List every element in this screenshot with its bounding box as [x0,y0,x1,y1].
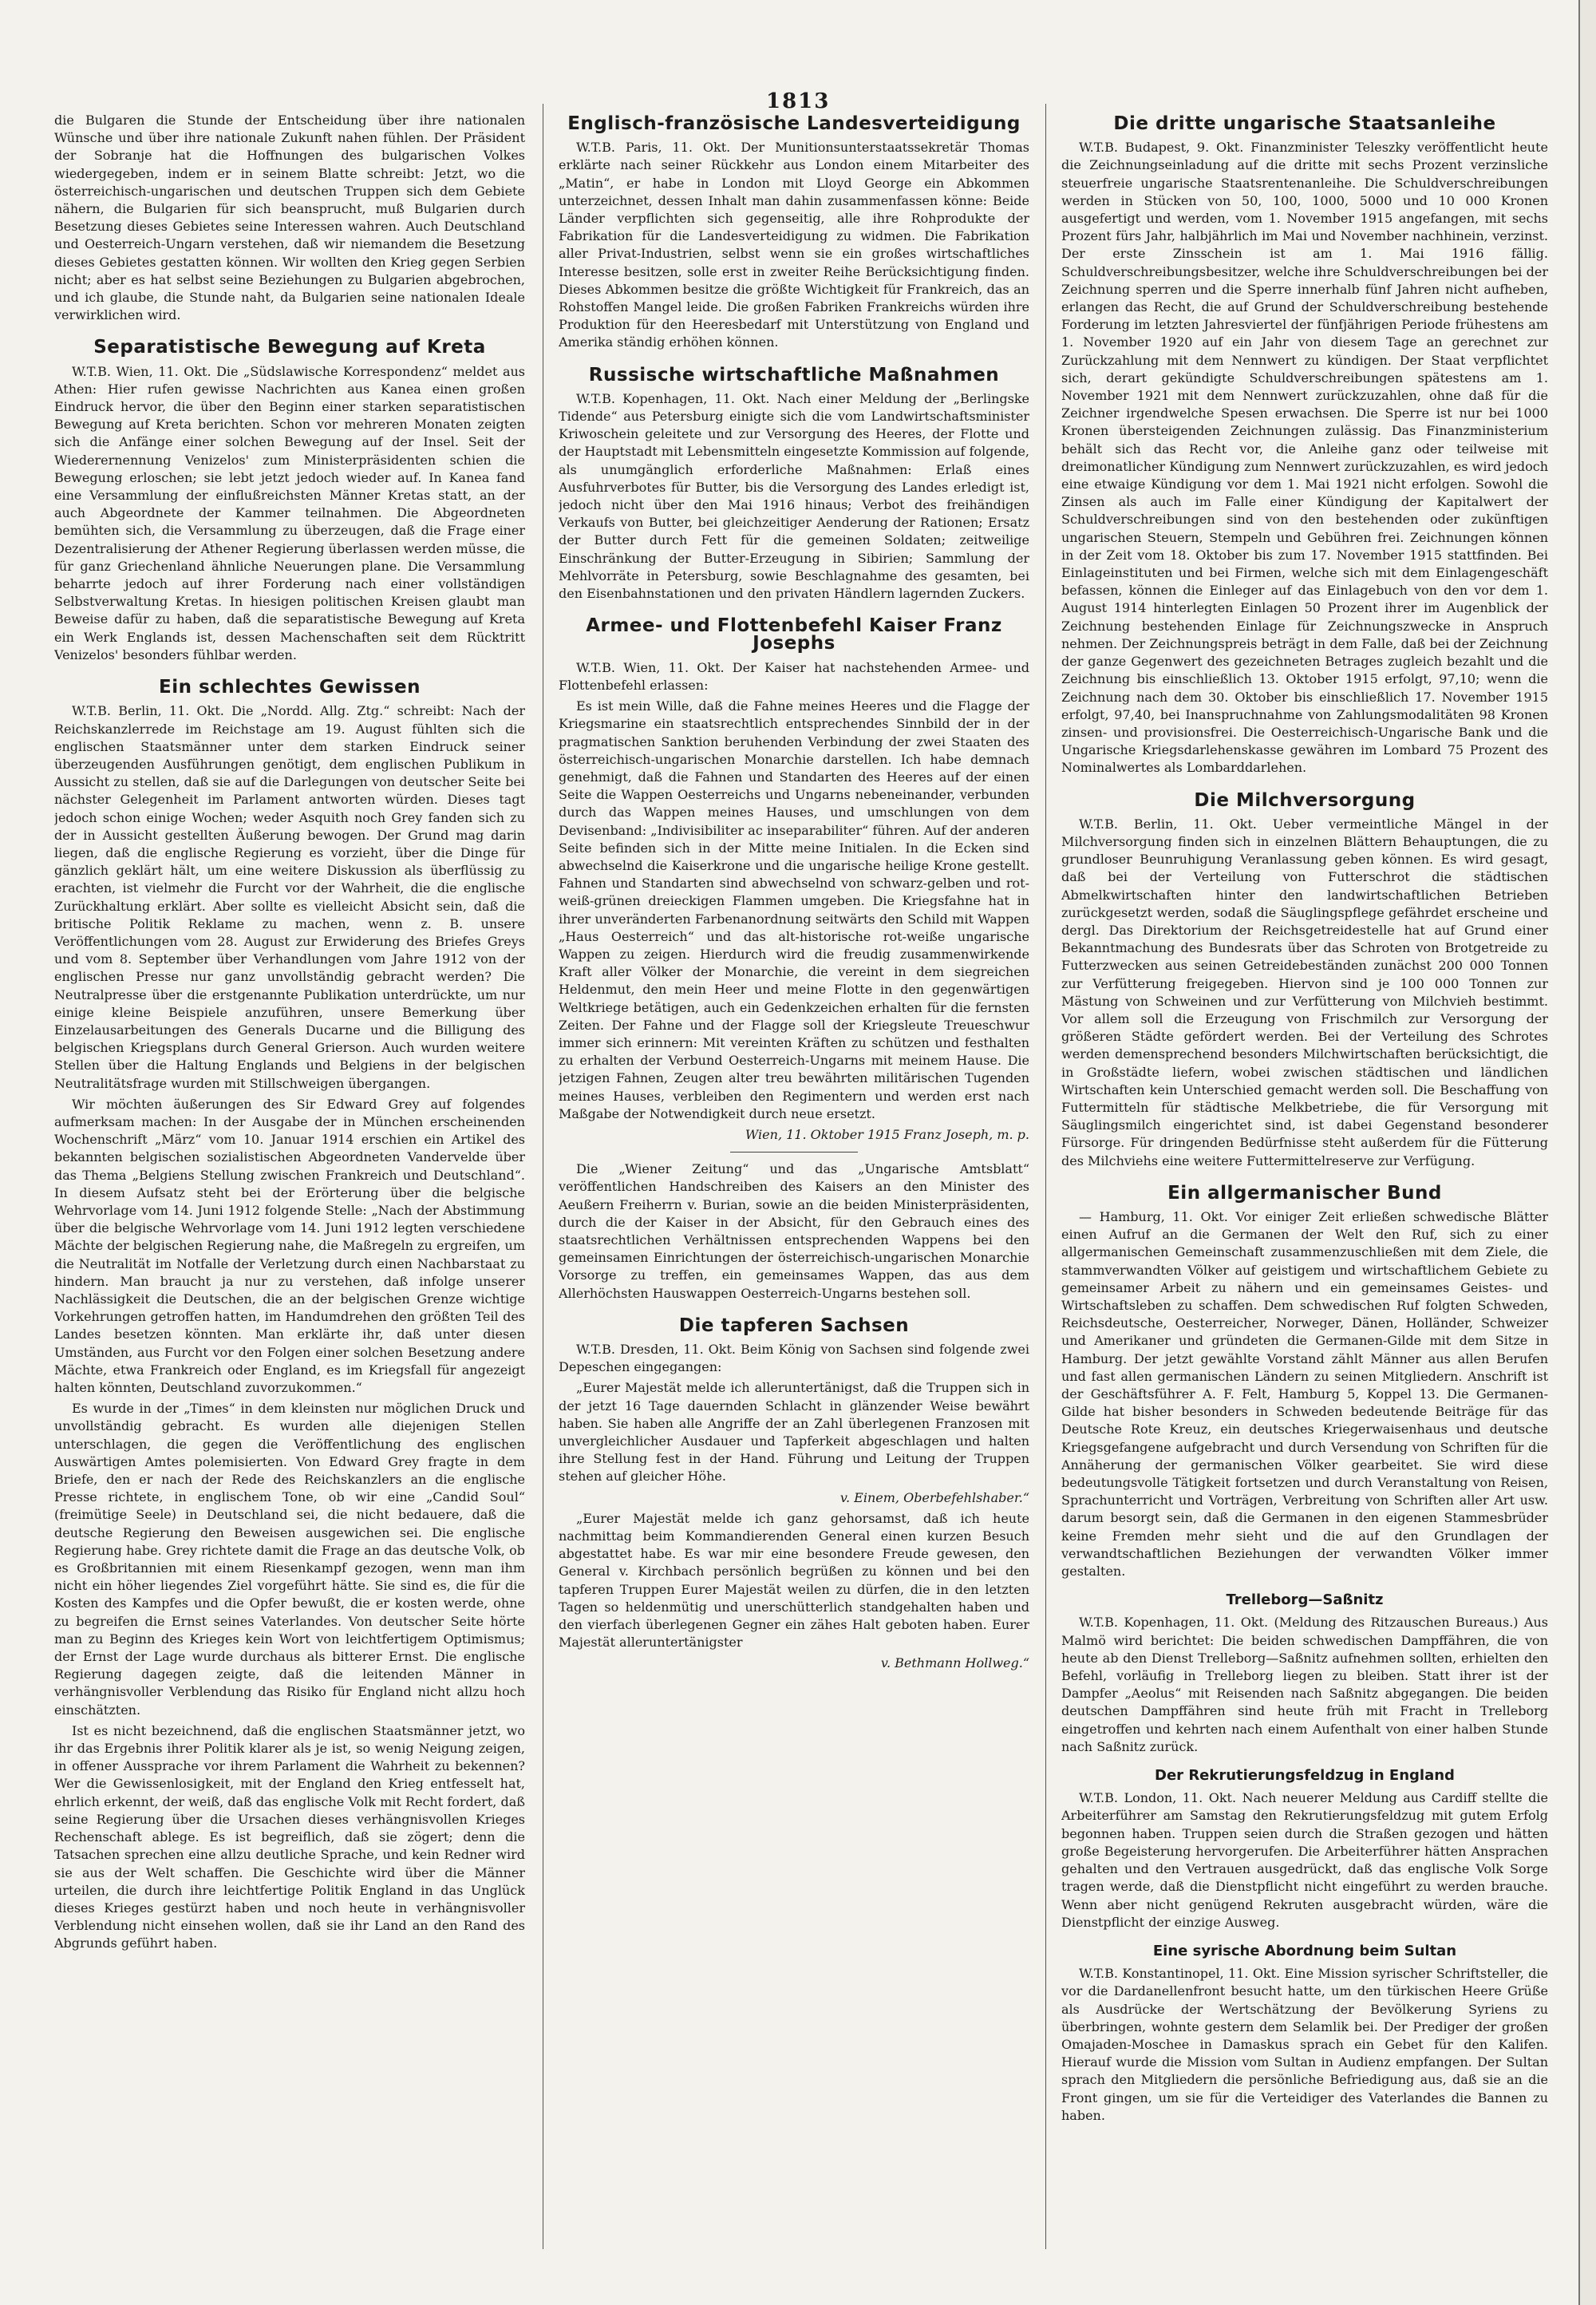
article-paragraph: W.T.B. Kopenhagen, 11. Okt. (Meldung des Ritzauschen Bureaus.) Aus Malmö wird berichtet: Die beiden schwedischen Dampffähren, die von heute ab den Dienst Trelleborg—Saßnitz aufnehmen sollten, erhielten den Befehl, vorläufig in Trelleborg liegen zu bleiben. Statt ihrer ist der Dampfer „Aeolus“ mit Reisenden nach Saßnitz abgegangen. Die beiden deutschen Dampffähren sind heute früh mit Fracht in Trelleborg eingetroffen und kehrten nach einem Aufenthalt von einer halben Stunde nach Saßnitz zurück. [1061,1615,1548,1754]
article-paragraph: — Hamburg, 11. Okt. Vor einiger Zeit erließen schwedische Blätter einen Aufruf an die Germanen der Welt den Ruf, sich zu einer allgermanischen Gemeinschaft zusammenzuschließen mit dem Ziele, die stammverwandten Völker auf geistigem und wirtschaftlichem Gebiete zu gemeinsamer Arbeit zu nähern und ein gemeinsames Geistes- und Wirtschaftsleben zu schaffen. Dem schwedischen Ruf folgten Schweden, Reichsdeutsche, Oesterreicher, Norweger, Dänen, Holländer, Schweizer und Amerikaner und gründeten die Germanen-Gilde mit dem Sitze in Hamburg. Der jetzt gewählte Vorstand zählt Männer aus allen Berufen und fast allen germanischen Ländern zu seinen Mitgliedern. Anschrift ist der Geschäftsführer A. F. Felt, Hamburg 5, Koppel 13. Die Germanen-Gilde hat bisher besonders in Schweden bedeutende Beiträge für das Deutsche Rote Kreuz, ein deutsches Kriegerwaisenhaus und deutsche Kriegsgefangene aufgebracht und durch Versendung von Schriften für die Annäherung der germanischen Völker gearbeitet. Sie wird diese bedeutungsvolle Tätigkeit fortsetzen und durch Veranstaltung von Reisen, Sprachunterricht und Vorträgen, Verbreitung von Schriften aller Art usw. darum besorgt sein, daß die Germanen in den eigenen Stammesbrüder keine Fremden mehr sieht und die auf den Grundlagen der verwandtschaftlichen Beziehungen der verwandten Völker immer gestalten. [1061,1208,1548,1579]
article-paragraph: „Eurer Majestät melde ich ganz gehorsamst, daß ich heute nachmittag beim Kommandierenden General einen kurzen Besuch abgestattet habe. Es war mir eine besondere Freude gewesen, den General v. Kirchbach persönlich begrüßen zu können und bei den tapferen Truppen Eurer Majestät weilen zu dürfen, die in den letzten Tagen so heldenmütig und unerschütterlich standgehalten haben und den vierfach überlegenen Gegner ein zähes Halt geboten haben. Eurer Majestät alleruntertänigster [559,1510,1029,1651]
article-paragraph: Ist es nicht bezeichnend, daß die englischen Staatsmänner jetzt, wo ihr das Ergebnis ihrer Politik klarer als je ist, so wenig Neigung zeigen, in offener Aussprache vor ihrem Parlament die Wahrheit zu bekennen? Wer die Gewissenlosigkeit, mit der England den Krieg entfesselt hat, ehrlich erkennt, der weiß, daß das englische Volk mit Recht fordert, daß seine Regierung über die Ursachen dieses verhängnisvollen Krieges Rechenschaft ablege. Es ist begreiflich, daß sie zögert; denn die Tatsachen sprechen eine allzu deutliche Sprache, und kein Redner wird sie aus der Welt schaffen. Die Geschichte wird über die Männer urteilen, die durch ihre leichtfertige Politik England in das Unglück dieses Krieges gestürzt haben und noch heute in verhängnisvoller Verblendung nicht einsehen wollen, daß sie ihr Land an den Rand des Abgrunds geführt haben. [54,1722,525,1951]
headline-russische-massnahmen: Russische wirtschaftliche Maßnahmen [588,364,1000,385]
article-paragraph: W.T.B. Paris, 11. Okt. Der Munitionsunterstaatssekretär Thomas erklärte nach seiner Rückkehr aus London einem Mitarbeiter des „Matin“, er habe in London mit Lloyd George ein Abkommen unterzeichnet, dessen Inhalt man dahin zusammenfassen könne: Beide Länder verpflichten sich gegenseitig, alle ihre Rohprodukte der Fabrikation für die Landesverteidigung zu widmen. Die Fabrikation aller Privat-Industrien, selbst wenn sie ein großes wirtschaftliches Interesse besitzen, solle erst in zweiter Reihe Berücksichtigung finden. Dieses Abkommen besitze die größte Wichtigkeit für Frankreich, das an Rohstoffen Mangel leide. Die großen Fabriken Frankreichs würden ihre Produktion für den Heeresbedarf mit Unterstützung von England und Amerika ständig erhöhen können. [559,140,1029,350]
column-left [54,112,525,2249]
headline-tapfere-sachsen: Die tapferen Sachsen [678,1315,910,1336]
article-continuation: die Bulgaren die Stunde der Entscheidung über ihre nationalen Wünsche und über ihre nationale Zukunft nahen fühlen. Der Präsident der Sobranje hat die Hoffnungen des bulgarischen Volkes wiedergegeben, indem er in seinem Blatte schreibt: Jetzt, wo die österreichisch-ungarischen und deutschen Truppen sich dem Gebiete nähern, die Bulgarien für sich beansprucht, muß Bulgarien durch Besetzung dieses Gebietes seine Interessen wahren. Auch Deutschland und Oesterreich-Ungarn verstehen, daß wir niemandem die Besetzung dieses Gebietes gestatten können. Wir wollten den Krieg gegen Serbien nicht; aber es hat selbst seine Beziehungen zu Bulgarien abgebrochen, und ich glaube, die Stunde naht, da Bulgarien seine nationalen Ideale verwirklichen wird. [54,113,525,323]
headline-staatsanleihe: Die dritte ungarische Staatsanleihe [1113,113,1496,134]
page-number: 1813 [766,89,831,113]
column-middle [559,112,1029,2249]
article-paragraph: Es ist mein Wille, daß die Fahne meines Heeres und die Flagge der Kriegsmarine ein staatsrechtlich entsprechendes Sinnbild der in der pragmatischen Sanktion beruhenden Verbindung der zwei Staaten des österreichisch-ungarischen Monarchie darstellen. Ich habe demnach genehmigt, daß die Fahnen und Standarten des Heeres auf der einen Seite die Wappen Oesterreichs und Ungarns nebeneinander, verbunden durch das Wappen meines Hauses, und umschlungen von dem Devisenband: „Indivisibiliter ac inseparabiliter“ führen. Auf der anderen Seite befinden sich in der Mitte meine Initialen. In die Ecken sind abwechselnd die Kaiserkrone und die ungarische heilige Krone gestellt. Fahnen und Standarten sind abwechselnd von schwarz-gelben und rot-weiß-grünen dreieckigen Flammen umgeben. Die Kriegsfahne hat in ihrer unveränderten Farbenanordnung seitwärts den Schild mit Wappen „Haus Oesterreich“ und das alt-historische rot-weiße ungarische Wappen zu zeigen. Hierdurch wird die freudig zusammenwirkende Kraft aller Völker der Monarchie, die vereint in dem siegreichen Heldenmut, den mein Heer und meine Flotte in den gegenwärtigen Weltkriege betätigen, auch ein Gedenkzeichen erhalten für die fernsten Zeiten. Der Fahne und der Flagge soll der Kriegsleute Treueschwur immer sich erinnern: Mit vereinten Kräften zu schützen und festhalten zu erhalten der Verbund Oesterreich-Ungarns mit meinem Hause. Die jetzigen Fahnen, Zeugen alter treu bewährten militärischen Tugenden meines Hauses, verbleiben den Regimentern und werden erst nach Maßgabe der Notwendigkeit durch neue ersetzt. [559,698,1029,1121]
article-paragraph: W.T.B. Wien, 11. Okt. Der Kaiser hat nachstehenden Armee- und Flottenbefehl erlassen: [559,659,1029,693]
article-paragraph: W.T.B. Berlin, 11. Okt. Die „Nordd. Allg. Ztg.“ schreibt: Nach der Reichskanzlerrede im Reichstage am 19. August fühlten sich die englischen Staatsmänner unter dem starken Eindruck seiner überzeugenden Ausführungen genötigt, dem englischen Publikum in Aussicht zu stellen, daß sie auf die Darlegungen von deutscher Seite bei nächster Gelegenheit im Parlament antworten würden. Dieses tagt jedoch schon einige Wochen; weder Asquith noch Grey fanden sich zu der in Aussicht gestellten Äußerung bewogen. Der Grund mag darin liegen, daß die englische Regierung es vorzieht, über die Dinge für gänzlich geklärt hält, um eine weitere Diskussion als überflüssig zu erachten, ist vielmehr die Furcht vor der Wahrheit, die die englische Zurückhaltung erklärt. Aber sollte es vielleicht Absicht sein, daß die britische Politik Reklame zu machen, wenn z. B. unsere Veröffentlichungen vom 28. August zur Erwiderung des Briefes Greys und vom 8. September über Verhandlungen vom Jahre 1912 von der englischen Presse nur ganz unvollständig gebracht werden? Die Neutralpresse über die erstgenannte Publikation unterdrückte, um nur einige kleine Beispiele anzuführen, unsere Bemerkung über Einzelausarbeitungen des Generals Ducarne und die Billigung des belgischen Kriegsplans durch General Grierson. Auch wurden weitere Stellen über die Haltung Englands und Belgiens in der belgischen Neutralitätsfrage wurden mit Stillschweigen übergangen. [54,703,525,1091]
column-rule [1045,104,1046,2249]
article-paragraph: Wir möchten äußerungen des Sir Edward Grey auf folgendes aufmerksam machen: In der Ausgabe der in München erscheinenden Wochenschrift „März“ vom 10. Januar 1914 erschien ein Artikel des bekannten belgischen sozialistischen Abgeordneten Vandervelde über das Thema „Belgiens Stellung zwischen Frankreich und Deutschland“. In diesem Aufsatz steht bei der Erörterung über die belgische Wehrvorlage vom 14. Juni 1912 folgende Stelle: „Nach der Abstimmung über die belgische Wehrvorlage vom 14. Juni 1912 legten verschiedene Mächte der belgischen Regierung nahe, die Maßregeln zu ergreifen, um die Neutralität im Notfalle der Verletzung durch einen Nachbarstaat zu hindern. Man braucht ja nur zu verstehen, daß infolge unserer Nachlässigkeit die Deutschen, die an der belgischen Grenze wichtige Vorkehrungen getroffen hatten, im Handumdrehen den größten Teil des Landes besetzen könnten. Man erklärte ihr, daß unter diesen Umständen, aus Furcht vor den Folgen einer solchen Besetzung andere Mächte, etwa Frankreich oder England, es im Kriegsfall für angezeigt halten könnten, Deutschland zuvorzukommen.“ [54,1096,525,1396]
headline-armeebefehl: Armee- und Flottenbefehl Kaiser Franz Josephs [586,615,1002,654]
article-paragraph: W.T.B. Wien, 11. Okt. Die „Südslawische Korrespondenz“ meldet aus Athen: Hier rufen gewisse Nachrichten aus Kanea einen großen Eindruck hervor, die über den Beginn einer starken separatistischen Bewegung auf Kreta berichten. Schon vor mehreren Monaten zeigten sich die Anfänge einer solchen Bewegung auf der Insel. Seit der Wiederernennung Venizelos' zum Ministerpräsidenten schien die Bewegung erloschen; sie lebt jetzt jedoch wieder auf. In Kanea fand eine Versammlung der einflußreichsten Männer Kretas statt, an der auch Abgeordnete der Kammer teilnahmen. Die Abgeordneten bemühten sich, die Versammlung zu überzeugen, daß die Frage einer Dezentralisierung der Athener Regierung überlassen werden müsse, die für ganz Griechenland ähnliche Neuerungen plane. Die Versammlung beharrte jedoch auf ihrer Forderung nach einer vollständigen Selbstverwaltung Kretas. In hiesigen politischen Kreisen glaubt man Beweise dafür zu haben, daß die separatistische Bewegung auf Kreta ein Werk Englands ist, dessen Machenschaften seit dem Rücktritt Venizelos' besonders fühlbar werden. [54,363,525,662]
article-paragraph: W.T.B. Kopenhagen, 11. Okt. Nach einer Meldung der „Berlingske Tidende“ aus Petersburg einigte sich die vom Landwirtschaftsminister Kriwoschein geleitete und zur Versorgung des Heeres, der Flotte und der Hauptstadt mit Lebensmitteln eingesetzte Kommission auf folgende, als unumgänglich erforderliche Maßnahmen: Erlaß eines Ausfuhrverbotes für Butter, bis die Versorgung des Landes erledigt ist, jedoch nicht über den Mai 1916 hinaus; Verbot des freihändigen Verkaufs von Butter, bei gleichzeitiger Aenderung der Rationen; Ersatz der Butter durch Fett für die gemeinen Soldaten; zeitweilige Einschränkung der Butter-Erzeugung in Sibirien; Sammlung der Mehlvorräte in Petersburg, sowie Beschlagnahme des gesamten, bei den Eisenbahnstationen und den privaten Händlern lagernden Zuckers. [559,390,1029,602]
headline-gewissen: Ein schlechtes Gewissen [159,677,421,698]
article-paragraph: W.T.B. Berlin, 11. Okt. Ueber vermeintliche Mängel in der Milchversorgung finden sich in einzelnen Blättern Behauptungen, die zu grundloser Beunruhigung Veranlassung geben können. Es wird gesagt, daß bei der Verteilung von Futterschrot die städtischen Abmelkwirtschaften hinter den landwirtschaftlichen Betrieben zurückgesetzt werden, sodaß die Säuglingspflege gefährdet erscheine und dergl. Das Direktorium der Reichsgetreidestelle hat auf Grund einer Bekanntmachung des Bundesrats über das Schroten von Brotgetreide zu Futterzwecken aus seinen Getreidebeständen zunächst 200 000 Tonnen zur Verfütterung freigegeben. Hiervon sind je 100 000 Tonnen zur Mästung von Schweinen und zur Verfütterung von Milchvieh bestimmt. Vor allem soll die Erzeugung von Frischmilch zur Versorgung der größeren Städte gefördert werden. Bei der Verteilung des Schrotes werden demensprechend besonders Milchwirtschaften berücksichtigt, die in Großstädte liefern, wobei zwischen städtischen und ländlichen Wirtschaften kein Unterschied gemacht werden soll. Die Beschaffung von Futtermitteln für städtische Melkbetriebe, die für Versorgung mit Säuglingsmilch eingerichtet sind, ist dabei Gegenstand besonderer Fürsorge. Für dringenden Bedürfnisse steht außerdem für die Fütterung des Milchviehs eine weitere Futtermittelreserve zur Verfügung. [1061,816,1548,1168]
headline-rekrutierung: Der Rekrutierungsfeldzug in England [1155,1767,1455,1785]
headline-syrische-abordnung: Eine syrische Abordnung beim Sultan [1152,1942,1457,1959]
article-paragraph: W.T.B. Dresden, 11. Okt. Beim König von Sachsen sind folgende zwei Depeschen eingegangen: [559,1342,1029,1375]
signature: v. Bethmann Hollweg.“ [880,1655,1029,1671]
article-paragraph: W.T.B. London, 11. Okt. Nach neuerer Meldung aus Cardiff stellte die Arbeiterführer am Samstag den Rekrutierungsfeldzug mit gutem Erfolg begonnen haben. Truppen seien durch die Straßen gezogen und hätten große Begeisterung hervorgerufen. Die Arbeiterführer hätten Ansprachen gehalten und den Vertrauen ausgedrückt, daß das englische Volk Sorge tragen werde, daß die Dienstpflicht nicht eingeführt zu werden brauche. Wenn aber nicht genügend Rekruten ausgebracht würden, wäre die Dienstpflicht der einzige Ausweg. [1061,1790,1548,1930]
headline-kreta: Separatistische Bewegung auf Kreta [93,337,486,358]
headline-milchversorgung: Die Milchversorgung [1194,789,1416,811]
page-edge-strip [1580,0,1596,2305]
article-paragraph: Es wurde in der „Times“ in dem kleinsten nur möglichen Druck und unvollständig gebracht. Es wurden alle diejenigen Stellen unterschlagen, die gegen die Veröffentlichung des englischen Auswärtigen Amtes polemisierten. Von Edward Grey fragte in dem Briefe, den er nach der Rede des Reichskanzlers an die englische Presse richtete, in englischem Tone, ob wir eine „Candid Soul“ (freimütige Seele) in Deutschland sei, die nicht bedauere, daß die deutsche Regierung den Beweisen ausgewichen sei. Die englische Regierung habe. Grey richtete damit die Frage an das deutsche Volk, ob es Großbritannien mit einem Riesenkampf gezogen, wenn man ihm nicht ein höher liegendes Ziel vorgeführt hätte. Sie sind es, die für die Kosten des Kampfes und die Opfer bewußt, die er kosten werde, ohne zu begreifen die Ernst seines Vaterlandes. Von deutscher Seite hörte man zu Beginn des Krieges kein Wort von leichtfertigem Optimismus; der Ernst der Lage wurde durchaus als bitterer Ernst. Die englische Regierung dagegen zeigte, daß die leitenden Männer in verhängnisvoller Verblendung das Risiko für England nicht allzu hoch einschätzten. [54,1401,525,1718]
article-paragraph: W.T.B. Konstantinopel, 11. Okt. Eine Mission syrischer Schriftsteller, die vor die Dardanellenfront besucht hatte, um den türkischen Heere Grüße als Ausdrücke der Wertschätzung der Bevölkerung Syriens zu überbringen, wohnte gestern dem Selamlik bei. Der Prediger der großen Omajaden-Moschee in Damaskus sprach ein Gebet für den Kalifen. Hierauf wurde die Mission vom Sultan in Audienz empfangen. Der Sultan sprach den Mitgliedern die persönliche Befriedigung aus, daß sie an die Front gingen, um sie für die Verteidiger des Vaterlandes die Bannen zu haben. [1061,1966,1548,2123]
headline-trelleborg: Trelleborg—Saßnitz [1226,1591,1384,1609]
headline-allgermanischer-bund: Ein allgermanischer Bund [1167,1182,1442,1204]
signature: Wien, 11. Oktober 1915 Franz Joseph, m. p. [745,1126,1029,1142]
headline-landesverteidigung: Englisch-französische Landesverteidigung [567,113,1021,134]
column-right [1061,112,1548,2249]
signature: v. Einem, Oberbefehlshaber.“ [839,1489,1029,1505]
article-paragraph: Die „Wiener Zeitung“ und das „Ungarische Amtsblatt“ veröffentlichen Handschreiben des Kaisers an den Minister des Aeußern Freiherrn v. Burian, sowie an die beiden Ministerpräsidenten, durch die der Kaiser in der Absicht, für den Gebrauch eines des staatsrechtlichen Verhältnissen entsprechenden Wappens bei den gemeinsamen Einrichtungen der österreichisch-ungarischen Monarchie Vorsorge zu treffen, ein gemeinsames Wappen, das aus dem Allerhöchsten Hauswappen Oesterreich-Ungarns bestehen soll. [559,1161,1029,1301]
article-paragraph: „Eurer Majestät melde ich alleruntertänigst, daß die Truppen sich in der jetzt 16 Tage dauernden Schlacht in glänzender Weise bewährt haben. Sie haben alle Angriffe der an Zahl überlegenen Franzosen mit unvergleichlicher Ausdauer und Tapferkeit abgeschlagen und halten ihre Stellung fest in der Hand. Führung und Leitung der Truppen stehen auf gleicher Höhe. [559,1380,1029,1485]
article-paragraph: W.T.B. Budapest, 9. Okt. Finanzminister Teleszky veröffentlicht heute die Zeichnungseinladung auf die dritte mit sechs Prozent verzinsliche steuerfreie ungarische Staatsrentenanleihe. Die Schuldverschreibungen werden in Stücken von 50, 100, 1000, 5000 und 10 000 Kronen ausgefertigt und werden, vom 1. November 1915 angefangen, mit sechs Prozent fürs Jahr, halbjährlich im Mai und November nachhinein, verzinst. Der erste Zinsschein ist am 1. Mai 1916 fällig. Schuldverschreibungsbesitzer, welche ihre Schuldverschreibungen bei der Zeichnung sperren und die Sperre innerhalb fünf Jahren nicht aufheben, erlangen das Recht, die auf Grund der Schuldverschreibung bestehende Forderung im letzten Jahresviertel der fünfjährigen Periode frühestens am 1. November 1920 auf ein Jahr von diesem Tage an gerechnet zur Zurückzahlung mit dem Nennwert zu kündigen. Der Staat verpflichtet sich, derart gekündigte Schuldverschreibungen spätestens am 1. November 1921 mit dem Nennwert zurückzuzahlen, ohne daß für die Zeichner irgendwelche Spesen erwachsen. Die Sperre ist nur bei 1000 Kronen übersteigenden Zeichnungen zulässig. Das Finanzministerium behält sich das Recht vor, die Anleihe ganz oder teilweise mit dreimonatlicher Kündigung zum Nennwert zurückzuzahlen, es wird jedoch eine etwaige Kündigung vor dem 1. Mai 1921 nicht erfolgen. Sowohl die Zinsen als auch im Falle einer Kündigung der Kapitalwert der Schuldverschreibungen sind von den bestehenden oder zukünftigen ungarischen Steuern, Stempeln und Gebühren frei. Zeichnungen können in der Zeit vom 18. Oktober bis zum 17. November 1915 stattfinden. Bei Einlageinstituten und bei Firmen, welche sich mit dem Einlagengeschäft befassen, können die Einleger auf das Einlagebuch von den vor dem 1. August 1914 hinterlegten Einlagen 50 Prozent ihrer im Augenblick der Zeichnung bestehenden Einlage für Zeichnungszwecke in Anspruch nehmen. Der Zeichnungspreis beträgt in dem Falle, daß bei der Zeichnung der ganze Gegenwert des gezeichneten Betrages zugleich bezahlt und die Zeichnung bis einschließlich 13. Oktober 1915 erfolgt, 97,10; wenn die Zeichnung nach dem 30. Oktober bis einschließlich 17. November 1915 erfolgt, 97,40, bei Inanspruchnahme von Zahlungsmodalitäten 98 Kronen zinsen- und provisionsfrei. Die Oesterreichisch-Ungarische Bank und die Ungarische Kriegsdarlehenskasse gewähren im Lombard 75 Prozent des Nominalwertes als Lombarddarlehen. [1061,140,1548,776]
